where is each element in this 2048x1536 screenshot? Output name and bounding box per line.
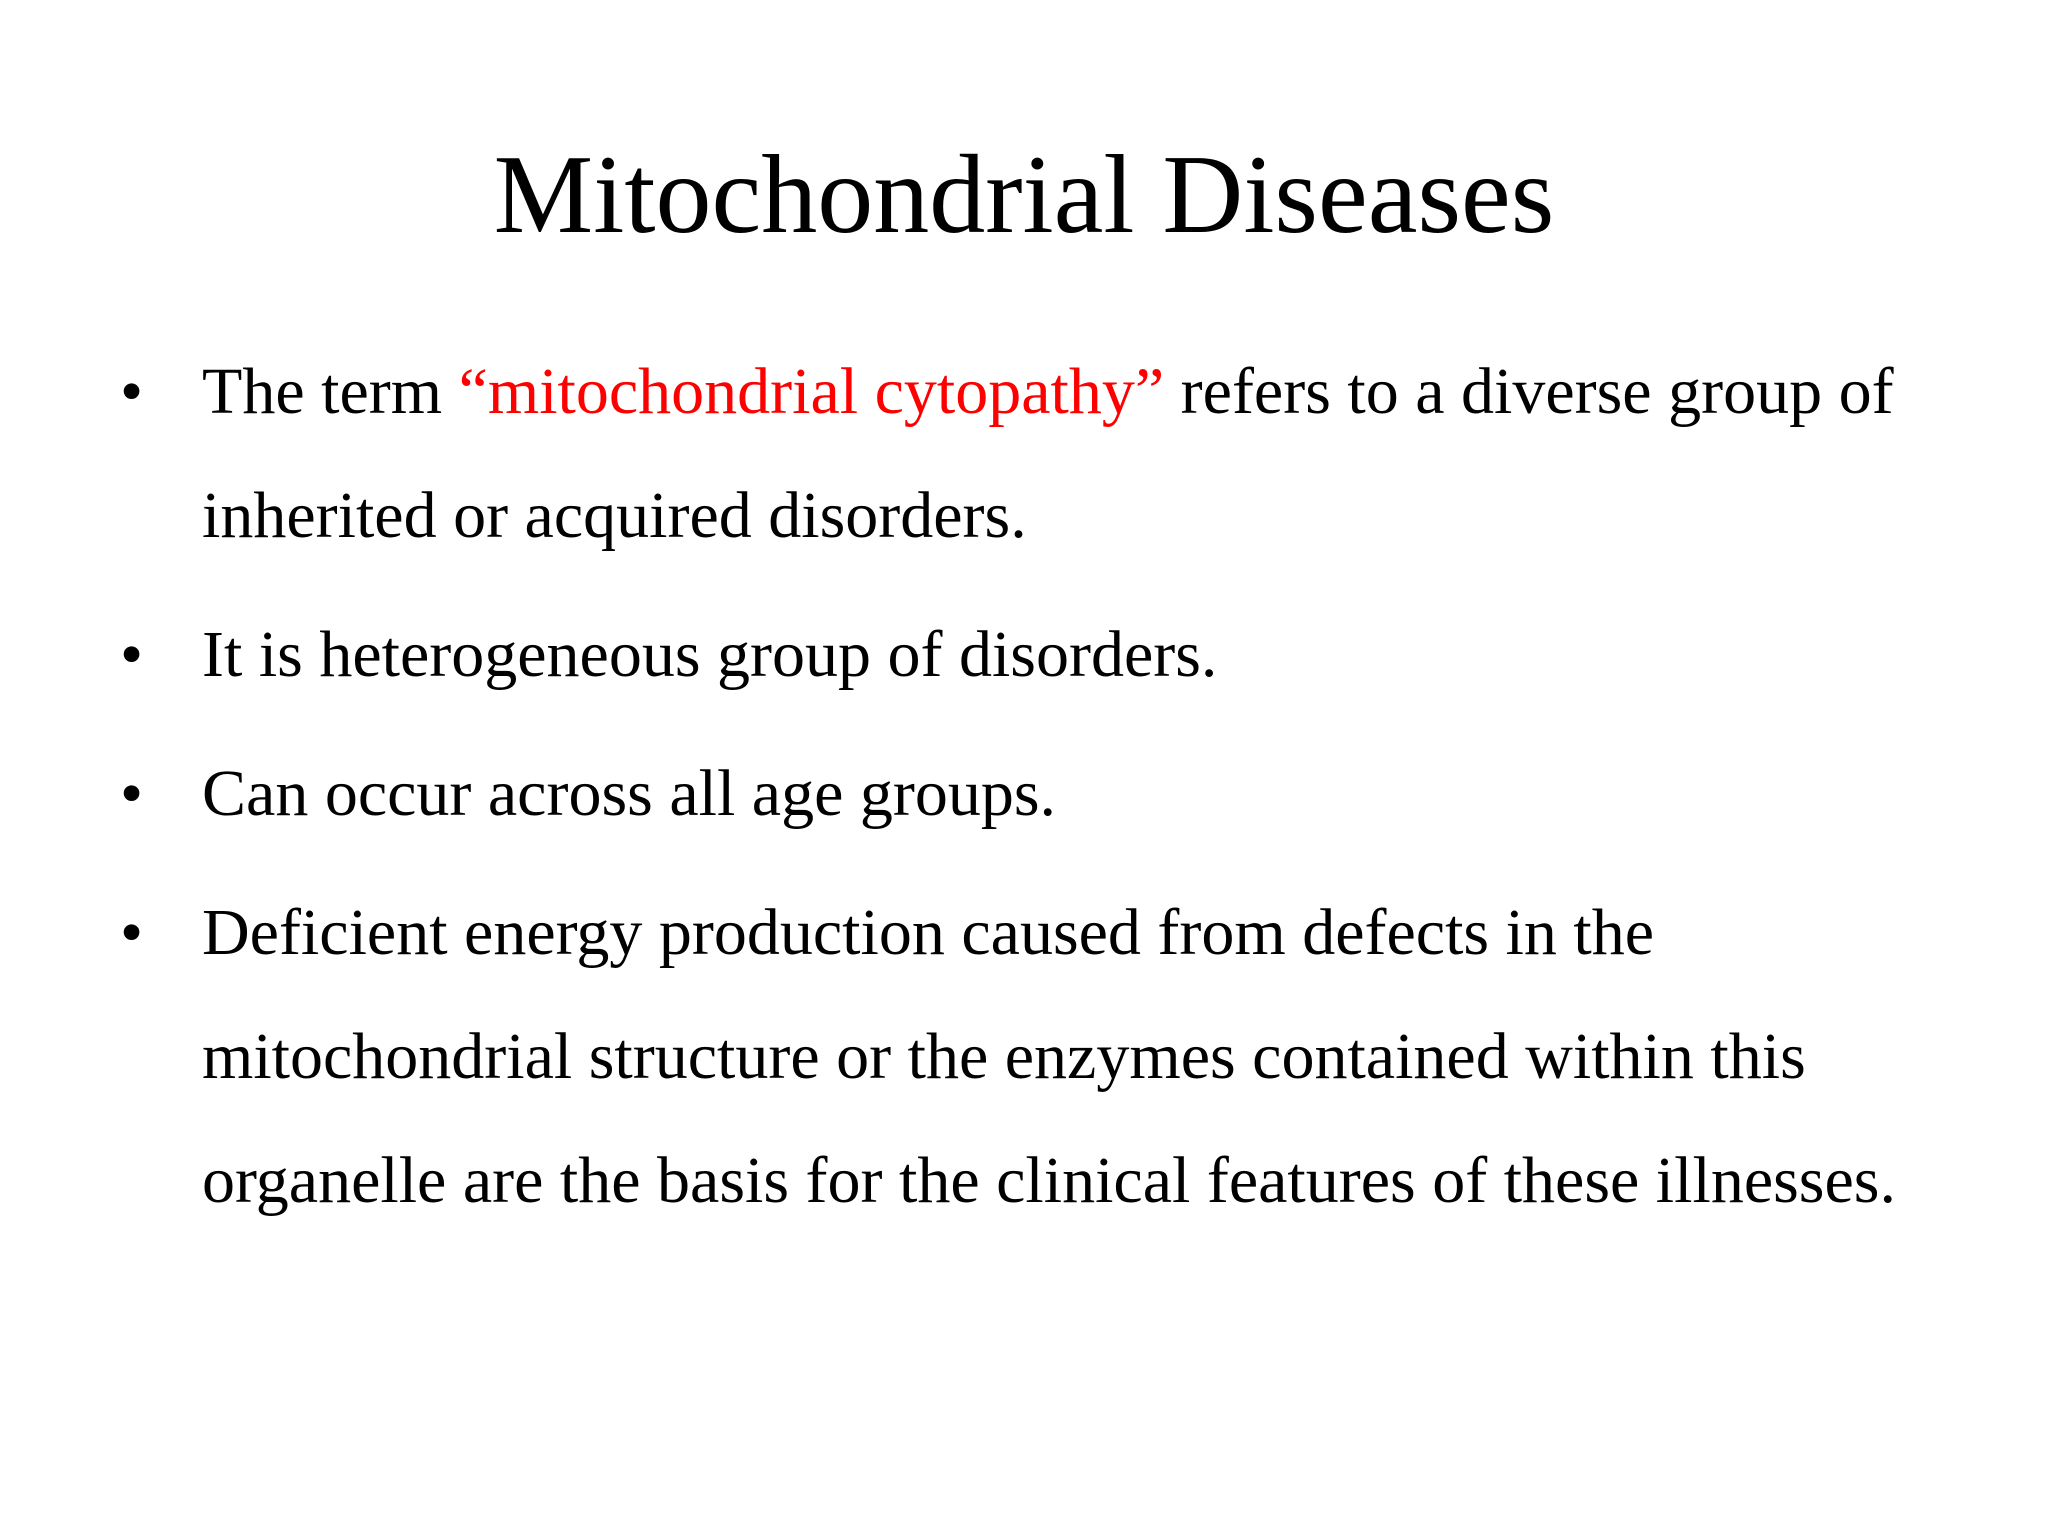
bullet-text: Can occur across all age groups.	[202, 757, 1057, 830]
bullet-list	[120, 330, 1920, 1258]
bullet-item-heterogeneous	[120, 593, 1920, 717]
slide-title: Mitochondrial Diseases	[493, 133, 1555, 257]
bullet-item-energy	[120, 871, 1920, 1243]
highlighted-term: “mitochondrial cytopathy”	[458, 355, 1165, 428]
bullet-icon: •	[120, 618, 144, 691]
bullet-icon: •	[120, 757, 144, 830]
bullet-item-term	[120, 330, 1920, 578]
bullet-text-before: The term	[202, 355, 459, 428]
bullet-item-age-groups	[120, 732, 1920, 856]
bullet-icon: •	[120, 896, 144, 969]
bullet-icon: •	[120, 355, 144, 428]
bullet-text-after: refers to a diverse group of inherited or acquired disorders.	[202, 355, 1894, 552]
bullet-text: It is heterogeneous group of disorders.	[202, 618, 1218, 691]
bullet-text: Deficient energy production caused from defects in the mitochondrial structure or the enzymes contained within this organelle are the basis for the clinical features of these illnesses.	[202, 896, 1896, 1217]
